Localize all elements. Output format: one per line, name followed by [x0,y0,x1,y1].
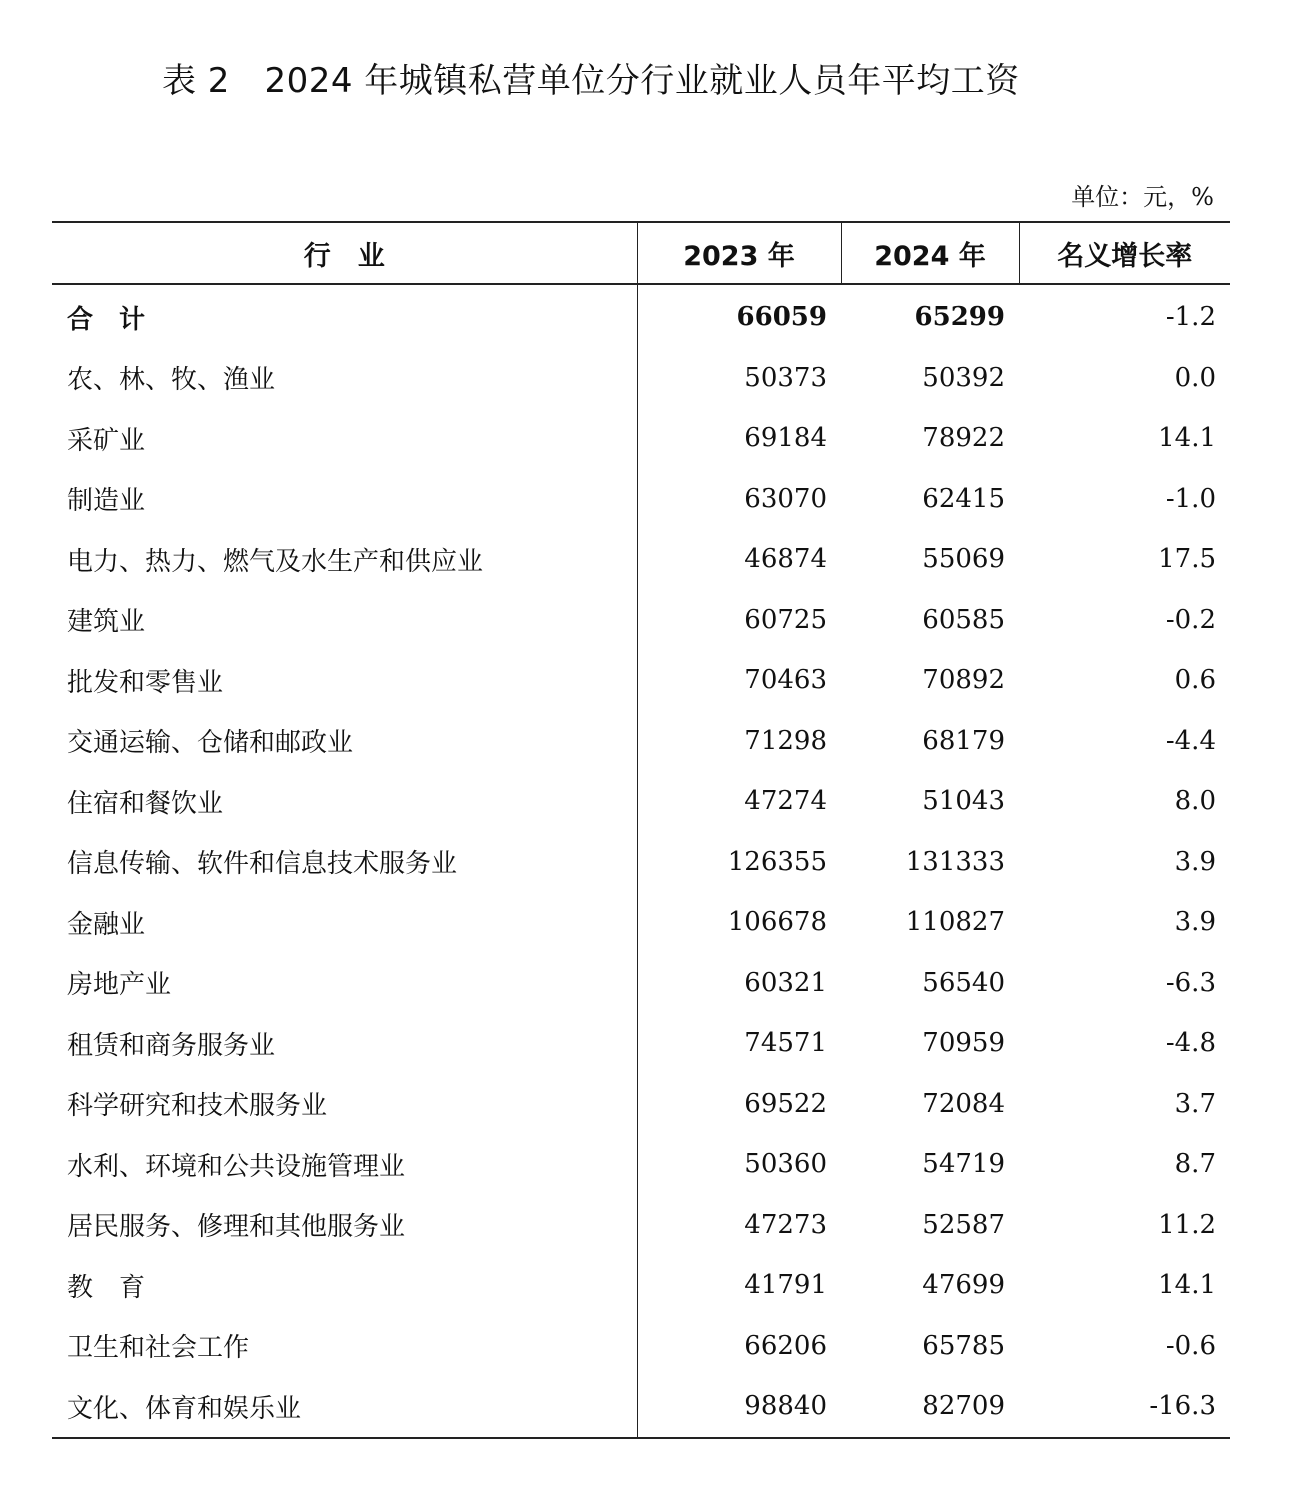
wage-2023: 63070 [744,483,827,514]
industry-name: 住宿和餐饮业 [52,771,637,832]
growth-rate: 3.7 [1174,1088,1216,1119]
wage-2024: 110827 [905,907,1005,938]
growth-rate: 8.0 [1174,786,1216,817]
wage-table-container [52,221,1230,1439]
industry-name: 农、林、牧、渔业 [52,348,637,409]
wage-2024: 47699 [922,1270,1005,1301]
industry-name: 批发和零售业 [52,650,637,711]
growth-rate: -6.3 [1165,967,1216,998]
industry-name: 文化、体育和娱乐业 [52,1376,637,1438]
table-body [52,284,1230,1438]
wage-2024: 72084 [922,1088,1005,1119]
wage-2024: 51043 [922,786,1005,817]
wage-table [52,221,1230,1439]
growth-rate: -1.0 [1165,483,1216,514]
table-row [52,348,1230,409]
growth-rate: 17.5 [1158,544,1216,575]
wage-2024: 131333 [905,846,1005,877]
industry-name: 金融业 [52,892,637,953]
table-row [52,1255,1230,1316]
industry-name: 卫生和社会工作 [52,1316,637,1377]
industry-name: 房地产业 [52,953,637,1014]
table-row [52,529,1230,590]
wage-2024: 78922 [922,423,1005,454]
wage-2024: 65299 [914,302,1005,333]
growth-rate: -1.2 [1165,302,1216,333]
wage-2023: 98840 [637,1376,841,1438]
header-growth: 名义增长率 [1019,222,1230,284]
wage-2024: 54719 [922,1149,1005,1180]
wage-2023: 50373 [744,362,827,393]
wage-2023: 46874 [744,544,827,575]
industry-name: 制造业 [52,469,637,530]
wage-2023: 50360 [744,1149,827,1180]
table-row [52,771,1230,832]
industry-name: 科学研究和技术服务业 [52,1074,637,1135]
wage-2024: 50392 [922,362,1005,393]
wage-2024: 56540 [922,967,1005,998]
table-row [52,650,1230,711]
growth-rate: 8.7 [1174,1149,1216,1180]
wage-2023: 69184 [744,423,827,454]
growth-rate: 14.1 [1158,423,1216,454]
industry-name: 建筑业 [52,590,637,651]
wage-2023: 47274 [744,786,827,817]
wage-2024: 65785 [922,1330,1005,1361]
wage-2023: 60321 [744,967,827,998]
wage-2023: 41791 [744,1270,827,1301]
header-2023: 2023 年 [637,222,841,284]
unit-label: 单位：元，% [1071,183,1214,211]
wage-2023: 66059 [736,302,827,333]
growth-rate: -4.4 [1165,725,1216,756]
table-row [52,408,1230,469]
industry-name: 电力、热力、燃气及水生产和供应业 [52,529,637,590]
growth-rate: 3.9 [1174,846,1216,877]
header-2024: 2024 年 [841,222,1019,284]
table-row [52,953,1230,1014]
table-row-total [52,284,1230,348]
table-row [52,1195,1230,1256]
wage-2024: 60585 [922,604,1005,635]
growth-rate: 0.6 [1174,665,1216,696]
growth-rate: 3.9 [1174,907,1216,938]
header-row [52,222,1230,284]
wage-2023: 70463 [744,665,827,696]
growth-rate: -0.2 [1165,604,1216,635]
wage-2023: 47273 [744,1209,827,1240]
growth-rate: 11.2 [1158,1209,1216,1240]
growth-rate: -4.8 [1165,1028,1216,1059]
wage-2023: 106678 [727,907,827,938]
table-row [52,1134,1230,1195]
growth-rate: -16.3 [1019,1376,1230,1438]
wage-2023: 60725 [744,604,827,635]
wage-2023: 69522 [744,1088,827,1119]
wage-2023: 126355 [727,846,827,877]
growth-rate: 14.1 [1158,1270,1216,1301]
table-title: 表 2 2024 年城镇私营单位分行业就业人员年平均工资 [162,61,1020,101]
table-row [52,1316,1230,1377]
header-industry: 行 业 [52,222,637,284]
wage-2024: 52587 [922,1209,1005,1240]
table-row [52,892,1230,953]
industry-name: 居民服务、修理和其他服务业 [52,1195,637,1256]
wage-2023: 71298 [744,725,827,756]
industry-name: 租赁和商务服务业 [52,1013,637,1074]
table-row [52,1074,1230,1135]
industry-name: 交通运输、仓储和邮政业 [52,711,637,772]
wage-2024: 68179 [922,725,1005,756]
industry-name: 合 计 [52,284,637,348]
wage-2024: 82709 [841,1376,1019,1438]
growth-rate: -0.6 [1165,1330,1216,1361]
industry-name: 采矿业 [52,408,637,469]
industry-name: 信息传输、软件和信息技术服务业 [52,832,637,893]
table-row [52,590,1230,651]
table-row [52,711,1230,772]
wage-2023: 74571 [744,1028,827,1059]
wage-2024: 62415 [922,483,1005,514]
industry-name: 水利、环境和公共设施管理业 [52,1134,637,1195]
wage-2024: 70959 [922,1028,1005,1059]
table-header [52,222,1230,284]
wage-2024: 55069 [922,544,1005,575]
table-row [52,1376,1230,1438]
table-row [52,832,1230,893]
growth-rate: 0.0 [1174,362,1216,393]
table-row [52,469,1230,530]
wage-2023: 66206 [744,1330,827,1361]
table-row [52,1013,1230,1074]
wage-2024: 70892 [922,665,1005,696]
industry-name: 教 育 [52,1255,637,1316]
